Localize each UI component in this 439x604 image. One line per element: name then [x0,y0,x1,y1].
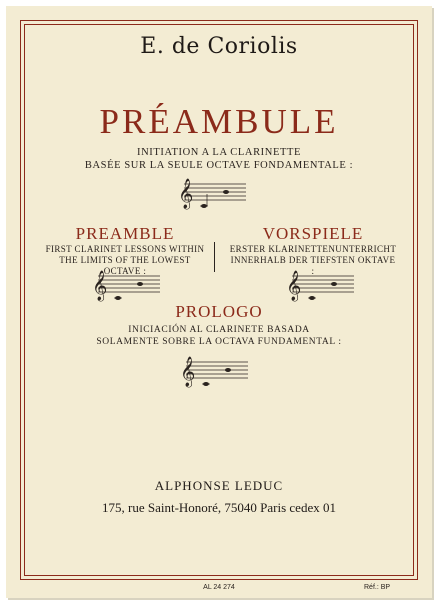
score-cover [6,6,432,598]
page-title: PRÉAMBULE [99,102,339,141]
svg-text:𝄞: 𝄞 [178,179,194,209]
composer-name: E. de Coriolis [140,34,298,59]
english-line-2: THE LIMITS OF THE LOWEST OCTAVE : [59,255,191,276]
treble-clef-staff-icon [282,270,356,302]
reference-code: Réf.: BP [364,584,391,591]
svg-text:𝄞: 𝄞 [92,271,108,301]
publisher-address: 175, rue Saint-Honoré, 75040 Paris cedex 01 [102,500,336,515]
column-divider [214,242,215,272]
english-heading: PREAMBLE [75,224,175,243]
publisher-name: ALPHONSE LEDUC [154,478,284,493]
treble-clef-staff-icon [176,356,250,388]
german-line-1: ERSTER KLARINETTENUNTERRICHT [229,244,397,254]
spanish-heading: PROLOGO [175,302,263,321]
english-line-1: FIRST CLARINET LESSONS WITHIN [45,244,205,254]
catalog-number: AL 24 274 [203,584,235,591]
german-heading: VORSPIELE [262,224,364,243]
svg-text:𝄞: 𝄞 [286,271,302,301]
spanish-line-1: INICIACIÓN AL CLARINETE BASADA [128,325,310,335]
spanish-line-2: SOLAMENTE SOBRE LA OCTAVA FUNDAMENTAL : [96,337,342,347]
german-line-2: INNERHALB DER TIEFSTEN OKTAVE : [230,255,396,276]
french-subtitle-line-2: BASÉE SUR LA SEULE OCTAVE FONDAMENTALE : [84,160,354,171]
svg-text:𝄞: 𝄞 [180,357,196,387]
french-subtitle-line-1: INITIATION A LA CLARINETTE [136,147,302,158]
treble-clef-staff-icon [174,178,248,210]
treble-clef-staff-icon [88,270,162,302]
